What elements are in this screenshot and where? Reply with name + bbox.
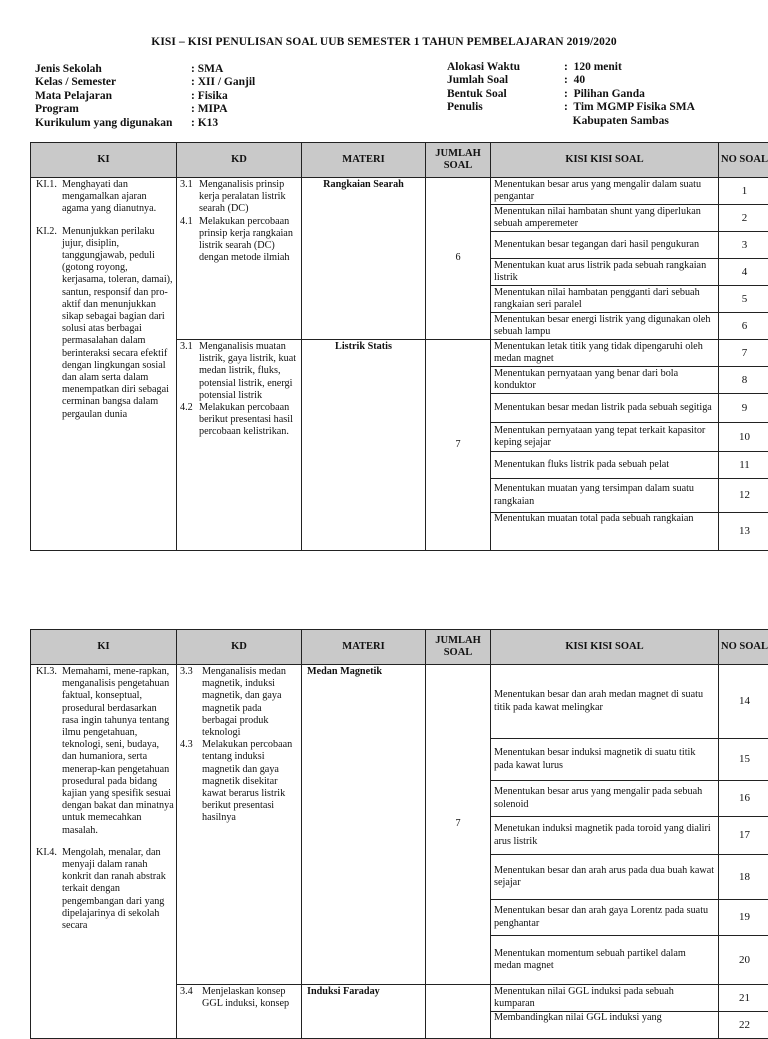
meta-row: Bentuk Soal : Pilihan Ganda bbox=[447, 88, 695, 101]
ki-cell bbox=[31, 665, 177, 1039]
jumlah-soal-cell: 7 bbox=[426, 340, 491, 551]
meta-row: Mata Pelajaran : Fisika bbox=[35, 90, 255, 103]
kisi-cell: Menentukan besar arus yang mengalir pada sebuah solenoid bbox=[491, 781, 719, 817]
header-jumlah-soal: JUMLAH SOAL bbox=[426, 630, 491, 665]
kisi-cell: Menentukan besar dan arah gaya Lorentz pada suatu penghantar bbox=[491, 900, 719, 936]
no-soal-cell: 21 bbox=[719, 985, 768, 1012]
kd-item: 4.3 Melakukan percobaan tentang induksi magnetik dan gaya magnetik disekitar kawat berarus listrik berikut presentasi hasilnya bbox=[180, 739, 299, 824]
kisi-cell: Menentukan pernyataan yang benar dari bola konduktor bbox=[491, 367, 719, 394]
meta-row: Kabupaten Sambas bbox=[447, 115, 695, 128]
table-row bbox=[31, 665, 768, 739]
header-ki: KI bbox=[31, 143, 177, 178]
no-soal-cell: 17 bbox=[719, 817, 768, 855]
kisi-cell: Menentukan besar arus yang mengalir dalam suatu pengantar bbox=[491, 178, 719, 205]
meta-row: Kurikulum yang digunakan : K13 bbox=[35, 117, 255, 130]
ki-cell bbox=[31, 178, 177, 551]
ki-item: KI.4. Mengolah, menalar, dan menyaji dalam ranah konkrit dan ranah abstrak terkait dengan pengembangan dari yang dipelajarinya di sekolah secara bbox=[36, 847, 174, 932]
header-jumlah-soal: JUMLAH SOAL bbox=[426, 143, 491, 178]
kisi-cell: Menentukan muatan yang tersimpan dalam suatu rangkaian bbox=[491, 479, 719, 513]
ki-item: KI.2. Menunjukkan perilaku jujur, disiplin, tanggungjawab, peduli (gotong royong, kerjasama, toleran, damai), santun, responsif dan pro-aktif dan menunjukkan sikap sebagai bagian dari solusi atas berbagai permasalahan dalam berinteraksi secara efektif dengan lingkungan sosial dan alam serta dalam menempatkan diri sebagai cerminan bangsa dalam pergaulan dunia bbox=[36, 226, 174, 421]
kisi-cell: Menentukan nilai hambatan pengganti dari sebuah rangkaian seri paralel bbox=[491, 286, 719, 313]
no-soal-cell: 2 bbox=[719, 205, 768, 232]
header-kd: KD bbox=[177, 143, 302, 178]
kisi-cell: Menentukan momentum sebuah partikel dalam medan magnet bbox=[491, 936, 719, 985]
meta-row: Alokasi Waktu : 120 menit bbox=[447, 61, 695, 74]
no-soal-cell: 4 bbox=[719, 259, 768, 286]
document-title: KISI – KISI PENULISAN SOAL UUB SEMESTER 1 TAHUN PEMBELAJARAN 2019/2020 bbox=[0, 36, 768, 48]
no-soal-cell: 20 bbox=[719, 936, 768, 985]
ki-item: KI.3. Memahami, mene-rapkan, menganalisis pengetahuan faktual, konseptual, prosedural berdasarkan rasa ingin tahunya tentang ilmu pengetahuan, teknologi, seni, budaya, dan humaniora, serta menerap-kan pengetahuan prosedural pada bidang kajian yang spesifik sesuai dengan bakat dan minatnya untuk memecahkan masalah. bbox=[36, 666, 174, 837]
no-soal-cell: 14 bbox=[719, 665, 768, 739]
kd-item: 3.1 Menganalisis muatan listrik, gaya listrik, kuat medan listrik, fluks, potensial listrik, energi potensial listrik bbox=[180, 341, 299, 402]
kd-item: 3.1 Menganalisis prinsip kerja peralatan listrik searah (DC) bbox=[180, 179, 299, 216]
table-header-row bbox=[31, 630, 768, 665]
no-soal-cell: 5 bbox=[719, 286, 768, 313]
kisi-cell: Menentukan besar energi listrik yang digunakan oleh sebuah lampu bbox=[491, 313, 719, 340]
no-soal-cell: 22 bbox=[719, 1012, 768, 1039]
kd-cell bbox=[177, 985, 302, 1039]
meta-row: Program : MIPA bbox=[35, 103, 255, 116]
jumlah-soal-cell: 7 bbox=[426, 665, 491, 985]
kd-cell bbox=[177, 178, 302, 340]
kisi-cell: Menentukan muatan total pada sebuah rangkaian bbox=[491, 513, 719, 551]
header-kisi-soal: KISI KISI SOAL bbox=[491, 143, 719, 178]
kisi-cell: Menetukan induksi magnetik pada toroid yang dialiri arus listrik bbox=[491, 817, 719, 855]
kisi-table-1 bbox=[30, 142, 768, 551]
table-row bbox=[31, 178, 768, 205]
meta-right bbox=[447, 61, 695, 128]
no-soal-cell: 16 bbox=[719, 781, 768, 817]
jumlah-soal-cell: 6 bbox=[426, 178, 491, 340]
meta-row: Jenis Sekolah : SMA bbox=[35, 63, 255, 76]
no-soal-cell: 9 bbox=[719, 394, 768, 423]
materi-cell: Induksi Faraday bbox=[302, 985, 426, 1039]
kisi-cell: Menentukan besar tegangan dari hasil pengukuran bbox=[491, 232, 719, 259]
meta-row: Jumlah Soal : 40 bbox=[447, 74, 695, 87]
kisi-cell: Menentukan letak titik yang tidak dipengaruhi oleh medan magnet bbox=[491, 340, 719, 367]
header-materi: MATERI bbox=[302, 630, 426, 665]
header-kd: KD bbox=[177, 630, 302, 665]
no-soal-cell: 15 bbox=[719, 739, 768, 781]
no-soal-cell: 12 bbox=[719, 479, 768, 513]
no-soal-cell: 10 bbox=[719, 423, 768, 452]
kd-item: 3.4 Menjelaskan konsep GGL induksi, konsep bbox=[180, 986, 299, 1010]
kisi-cell: Menentukan besar dan arah arus pada dua buah kawat sejajar bbox=[491, 855, 719, 900]
materi-cell: Medan Magnetik bbox=[302, 665, 426, 985]
kisi-cell: Menentukan nilai GGL induksi pada sebuah kumparan bbox=[491, 985, 719, 1012]
no-soal-cell: 6 bbox=[719, 313, 768, 340]
kisi-cell: Menentukan besar induksi magnetik di suatu titik pada kawat lurus bbox=[491, 739, 719, 781]
kisi-table-2 bbox=[30, 629, 768, 1039]
kd-cell bbox=[177, 665, 302, 985]
no-soal-cell: 3 bbox=[719, 232, 768, 259]
kd-item: 4.1 Melakukan percobaan prinsip kerja rangkaian listrik searah (DC) dengan metode ilmiah bbox=[180, 216, 299, 265]
kisi-cell: Menentukan besar dan arah medan magnet di suatu titik pada kawat melingkar bbox=[491, 665, 719, 739]
header-no-soal: NO SOAL bbox=[719, 630, 768, 665]
no-soal-cell: 8 bbox=[719, 367, 768, 394]
header-materi: MATERI bbox=[302, 143, 426, 178]
meta-row: Kelas / Semester : XII / Ganjil bbox=[35, 76, 255, 89]
ki-item: KI.1. Menghayati dan mengamalkan ajaran agama yang dianutnya. bbox=[36, 179, 174, 216]
meta-row: Penulis : Tim MGMP Fisika SMA bbox=[447, 101, 695, 114]
materi-cell: Listrik Statis bbox=[302, 340, 426, 551]
no-soal-cell: 19 bbox=[719, 900, 768, 936]
header-no-soal: NO SOAL bbox=[719, 143, 768, 178]
header-kisi-soal: KISI KISI SOAL bbox=[491, 630, 719, 665]
kisi-cell: Membandingkan nilai GGL induksi yang bbox=[491, 1012, 719, 1039]
kd-item: 3.3 Menganalisis medan magnetik, induksi magnetik, dan gaya magnetik pada berbagai produk teknologi bbox=[180, 666, 299, 739]
kisi-cell: Menentukan fluks listrik pada sebuah pelat bbox=[491, 452, 719, 479]
no-soal-cell: 7 bbox=[719, 340, 768, 367]
no-soal-cell: 13 bbox=[719, 513, 768, 551]
no-soal-cell: 1 bbox=[719, 178, 768, 205]
kisi-cell: Menentukan nilai hambatan shunt yang diperlukan sebuah amperemeter bbox=[491, 205, 719, 232]
kisi-cell: Menentukan besar medan listrik pada sebuah segitiga bbox=[491, 394, 719, 423]
meta-left bbox=[35, 63, 255, 130]
table-header-row bbox=[31, 143, 768, 178]
kisi-cell: Menentukan kuat arus listrik pada sebuah rangkaian listrik bbox=[491, 259, 719, 286]
kd-cell bbox=[177, 340, 302, 551]
kd-item: 4.2 Melakukan percobaan berikut presentasi hasil percobaan kelistrikan. bbox=[180, 402, 299, 439]
kisi-cell: Menentukan pernyataan yang tepat terkait kapasitor keping sejajar bbox=[491, 423, 719, 452]
header-ki: KI bbox=[31, 630, 177, 665]
no-soal-cell: 11 bbox=[719, 452, 768, 479]
jumlah-soal-cell bbox=[426, 985, 491, 1039]
materi-cell: Rangkaian Searah bbox=[302, 178, 426, 340]
no-soal-cell: 18 bbox=[719, 855, 768, 900]
